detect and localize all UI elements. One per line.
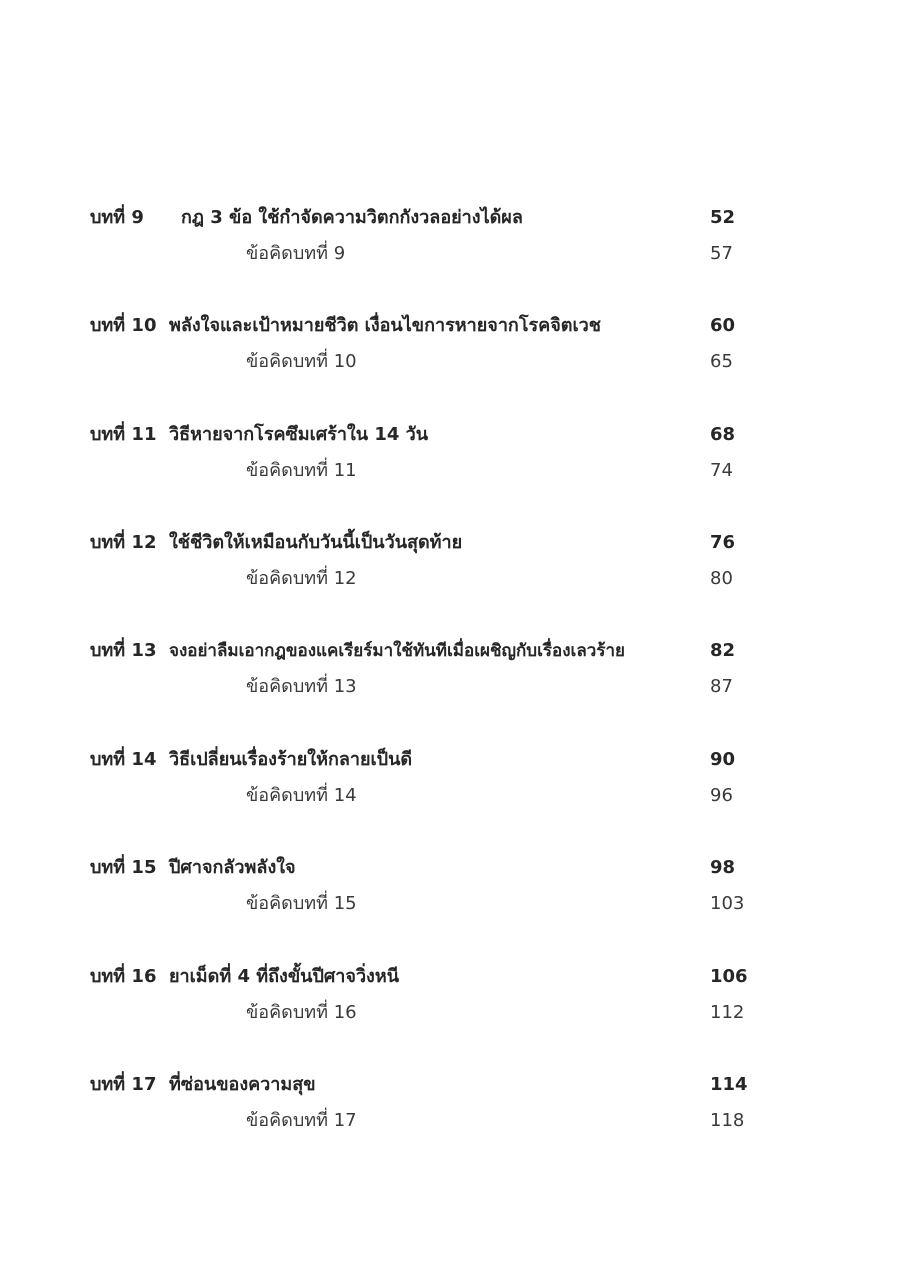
note-line bbox=[0, 996, 902, 1030]
chapter-line bbox=[0, 743, 902, 777]
toc-entry bbox=[0, 851, 902, 931]
note-page-number: 118 bbox=[710, 1110, 745, 1131]
chapter-page-number: 68 bbox=[710, 424, 736, 445]
chapter-line bbox=[0, 634, 902, 668]
chapter-title: ยาเม็ดที่ 4 ที่ถึงขั้นปีศาจวิ่งหนี bbox=[169, 966, 400, 987]
note-line bbox=[0, 1104, 902, 1138]
note-line bbox=[0, 345, 902, 379]
chapter-page-number: 52 bbox=[710, 207, 736, 228]
chapter-label: บทที่ 14 bbox=[90, 749, 157, 770]
chapter-line bbox=[0, 960, 902, 994]
chapter-page-number: 114 bbox=[710, 1074, 748, 1095]
chapter-note-label: ข้อคิดบทที่ 13 bbox=[246, 676, 357, 697]
toc-entry bbox=[0, 309, 902, 389]
chapter-line bbox=[0, 418, 902, 452]
chapter-line bbox=[0, 526, 902, 560]
chapter-label: บทที่ 9 bbox=[90, 207, 144, 228]
note-page-number: 112 bbox=[710, 1002, 745, 1023]
chapter-note-label: ข้อคิดบทที่ 9 bbox=[246, 243, 346, 264]
chapter-note-label: ข้อคิดบทที่ 10 bbox=[246, 351, 357, 372]
toc-entry bbox=[0, 960, 902, 1040]
note-page-number: 87 bbox=[710, 676, 733, 697]
note-line bbox=[0, 237, 902, 271]
toc-entry bbox=[0, 743, 902, 823]
toc-entry bbox=[0, 1068, 902, 1148]
chapter-label: บทที่ 12 bbox=[90, 532, 157, 553]
chapter-line bbox=[0, 851, 902, 885]
chapter-line bbox=[0, 309, 902, 343]
note-page-number: 80 bbox=[710, 568, 733, 589]
toc-entry bbox=[0, 526, 902, 606]
chapter-label: บทที่ 11 bbox=[90, 424, 157, 445]
chapter-note-label: ข้อคิดบทที่ 12 bbox=[246, 568, 357, 589]
chapter-title: กฎ 3 ข้อ ใช้กำจัดความวิตกกังวลอย่างได้ผล bbox=[181, 207, 523, 228]
note-page-number: 96 bbox=[710, 785, 733, 806]
chapter-title: พลังใจและเป้าหมายชีวิต เงื่อนไขการหายจากโรคจิตเวช bbox=[169, 315, 601, 336]
note-page-number: 74 bbox=[710, 460, 733, 481]
chapter-note-label: ข้อคิดบทที่ 14 bbox=[246, 785, 357, 806]
note-page-number: 103 bbox=[710, 893, 745, 914]
chapter-note-label: ข้อคิดบทที่ 11 bbox=[246, 460, 357, 481]
chapter-line bbox=[0, 1068, 902, 1102]
chapter-page-number: 82 bbox=[710, 640, 736, 661]
note-line bbox=[0, 562, 902, 596]
chapter-note-label: ข้อคิดบทที่ 15 bbox=[246, 893, 357, 914]
chapter-page-number: 90 bbox=[710, 749, 736, 770]
chapter-title: วิธีเปลี่ยนเรื่องร้ายให้กลายเป็นดี bbox=[169, 749, 413, 770]
note-line bbox=[0, 454, 902, 488]
chapter-label: บทที่ 10 bbox=[90, 315, 157, 336]
chapter-title: ปีศาจกลัวพลังใจ bbox=[169, 857, 296, 878]
chapter-page-number: 98 bbox=[710, 857, 736, 878]
note-page-number: 57 bbox=[710, 243, 733, 264]
chapter-page-number: 106 bbox=[710, 966, 748, 987]
chapter-page-number: 60 bbox=[710, 315, 736, 336]
chapter-label: บทที่ 15 bbox=[90, 857, 157, 878]
chapter-title: ใช้ชีวิตให้เหมือนกับวันนี้เป็นวันสุดท้าย bbox=[169, 532, 463, 553]
chapter-title: จงอย่าลืมเอากฎของแคเรียร์มาใช้ทันทีเมื่อเผชิญกับเรื่องเลวร้าย bbox=[169, 641, 625, 661]
toc-entry bbox=[0, 418, 902, 498]
chapter-title: วิธีหายจากโรคซึมเศร้าใน 14 วัน bbox=[169, 424, 429, 445]
chapter-label: บทที่ 17 bbox=[90, 1074, 157, 1095]
note-line bbox=[0, 670, 902, 704]
chapter-label: บทที่ 16 bbox=[90, 966, 157, 987]
chapter-title: ที่ซ่อนของความสุข bbox=[169, 1074, 316, 1095]
chapter-line bbox=[0, 201, 902, 235]
toc-entry bbox=[0, 201, 902, 281]
chapter-page-number: 76 bbox=[710, 532, 736, 553]
note-line bbox=[0, 887, 902, 921]
note-page-number: 65 bbox=[710, 351, 733, 372]
toc-entry bbox=[0, 634, 902, 714]
chapter-label: บทที่ 13 bbox=[90, 640, 157, 661]
note-line bbox=[0, 779, 902, 813]
chapter-note-label: ข้อคิดบทที่ 17 bbox=[246, 1110, 357, 1131]
chapter-note-label: ข้อคิดบทที่ 16 bbox=[246, 1002, 357, 1023]
